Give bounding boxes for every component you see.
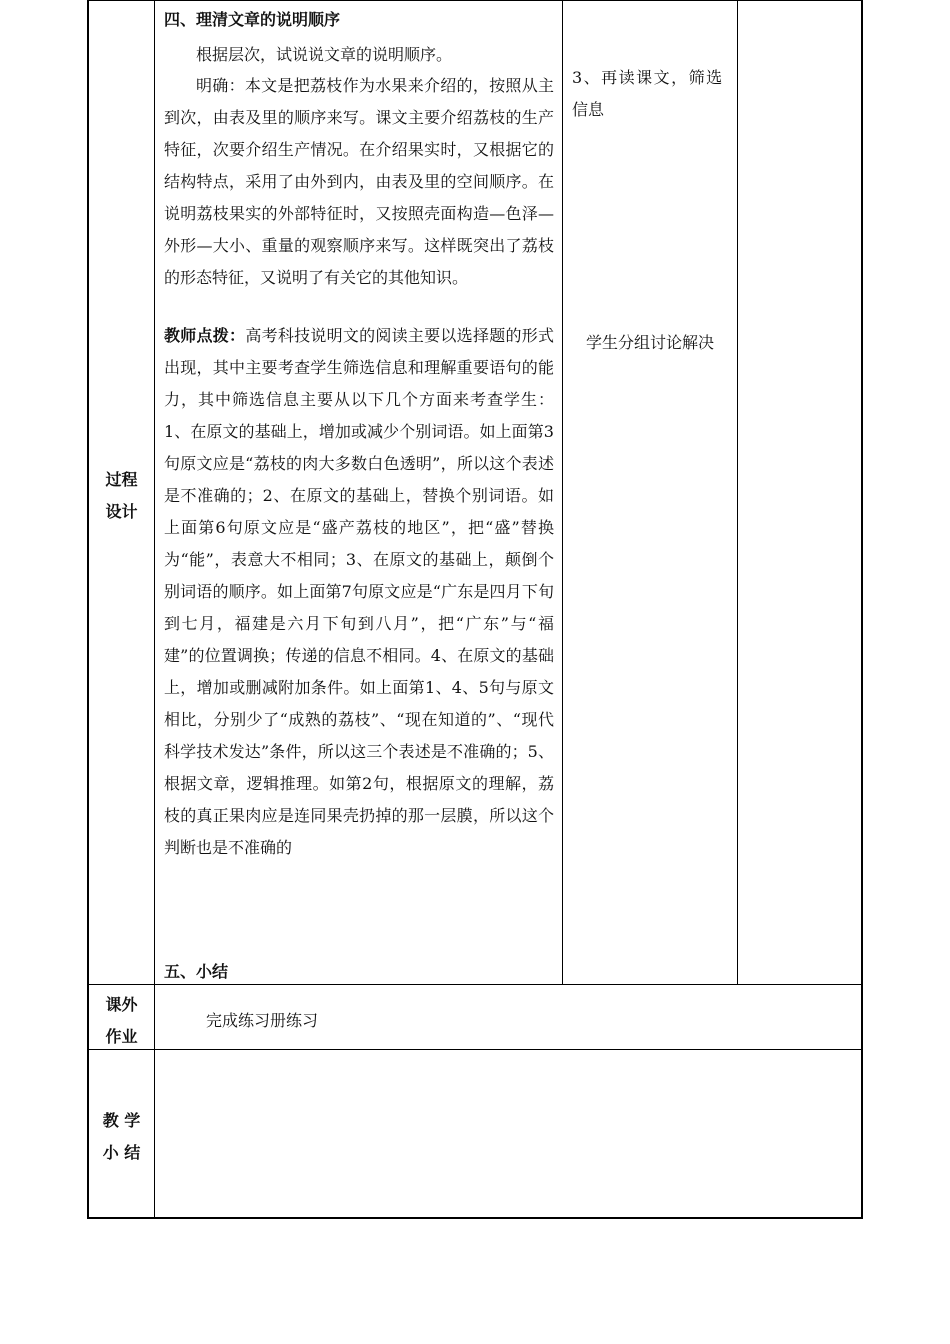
section4-prompt: 根据层次，试说说文章的说明顺序。 (196, 45, 453, 64)
process-label-line2: 设计 (105, 502, 138, 521)
homework-label-line2: 作业 (105, 1027, 138, 1046)
section4-answer: 明确：本文是把荔枝作为水果来介绍的，按照从主到次，由表及里的顺序来写。课文主要介绍荔枝的生产特征，次要介绍生产情况。在介绍果实时，又根据它的结构特点，采用了由外到内，由表及里的空间顺序。在说明荔枝果实的外部特征时，又按照壳面构造—色泽—外形—大小、重量的观察顺序来写。这样既突出了荔枝的形态特征，又说明了有关它的其他知识。 (164, 76, 554, 287)
homework-label-line1: 课外 (105, 995, 138, 1014)
summary-label-line1: 教 学 (102, 1111, 141, 1130)
activity-column-divider (737, 0, 738, 985)
process-label-line1: 过程 (105, 470, 138, 489)
student-activity-line1: 3、再读课文，筛选 (572, 68, 724, 87)
table-border-top (87, 0, 863, 1)
teacher-tip-text: 高考科技说明文的阅读主要以选择题的形式出现，其中主要考查学生筛选信息和理解重要语句的能力，其中筛选信息主要从以下几个方面来考查学生：1、在原文的基础上，增加或减少个别词语。如上面第3句原文应是“荔枝的肉大多数白色透明”，所以这个表述是不准确的；2、在原文的基础上，替换个别词语。如上面第6句原文应是“盛产荔枝的地区”，把“盛”替换为“能”，表意大不相同；3、在原文的基础上，颠倒个别词语的顺序。如上面第7句原文应是“广东是四月下旬到七月，福建是六月下旬到八月”，把“广东”与“福建”的位置调换；传递的信息不相同。4、在原文的基础上，增加或删减附加条件。如上面第1、4、5句与原文相比，分别少了“成熟的荔枝”、“现在知道的”、“现代科学技术发达”条件，所以这三个表述是不准确的；5、根据文章，逻辑推理。如第2句，根据原文的理解，荔枝的真正果肉应是连同果壳扔掉的那一层膜，所以这个判断也是不准确的 (164, 326, 554, 857)
table-border-bottom (87, 1217, 863, 1219)
table-border-right (861, 0, 863, 1219)
summary-label-line2: 小 结 (102, 1143, 141, 1162)
process-content-cell (164, 8, 554, 981)
row-divider-summary (87, 1049, 863, 1050)
student-activity-note: 学生分组讨论解决 (585, 333, 714, 352)
homework-label (89, 989, 154, 1053)
summary-label (89, 1105, 154, 1169)
row-divider-homework (87, 984, 863, 985)
label-column-divider (154, 0, 155, 1218)
teacher-tip (164, 320, 554, 864)
section4-heading: 四、理清文章的说明顺序 (164, 10, 341, 29)
student-activity-cell (572, 62, 730, 126)
content-column-divider (562, 0, 563, 985)
student-activity-line2: 信息 (572, 100, 605, 119)
teacher-tip-label: 教师点拨： (164, 326, 246, 345)
process-design-label (89, 464, 154, 528)
homework-content: 完成练习册练习 (206, 1011, 319, 1030)
section5-heading: 五、小结 (164, 962, 229, 981)
